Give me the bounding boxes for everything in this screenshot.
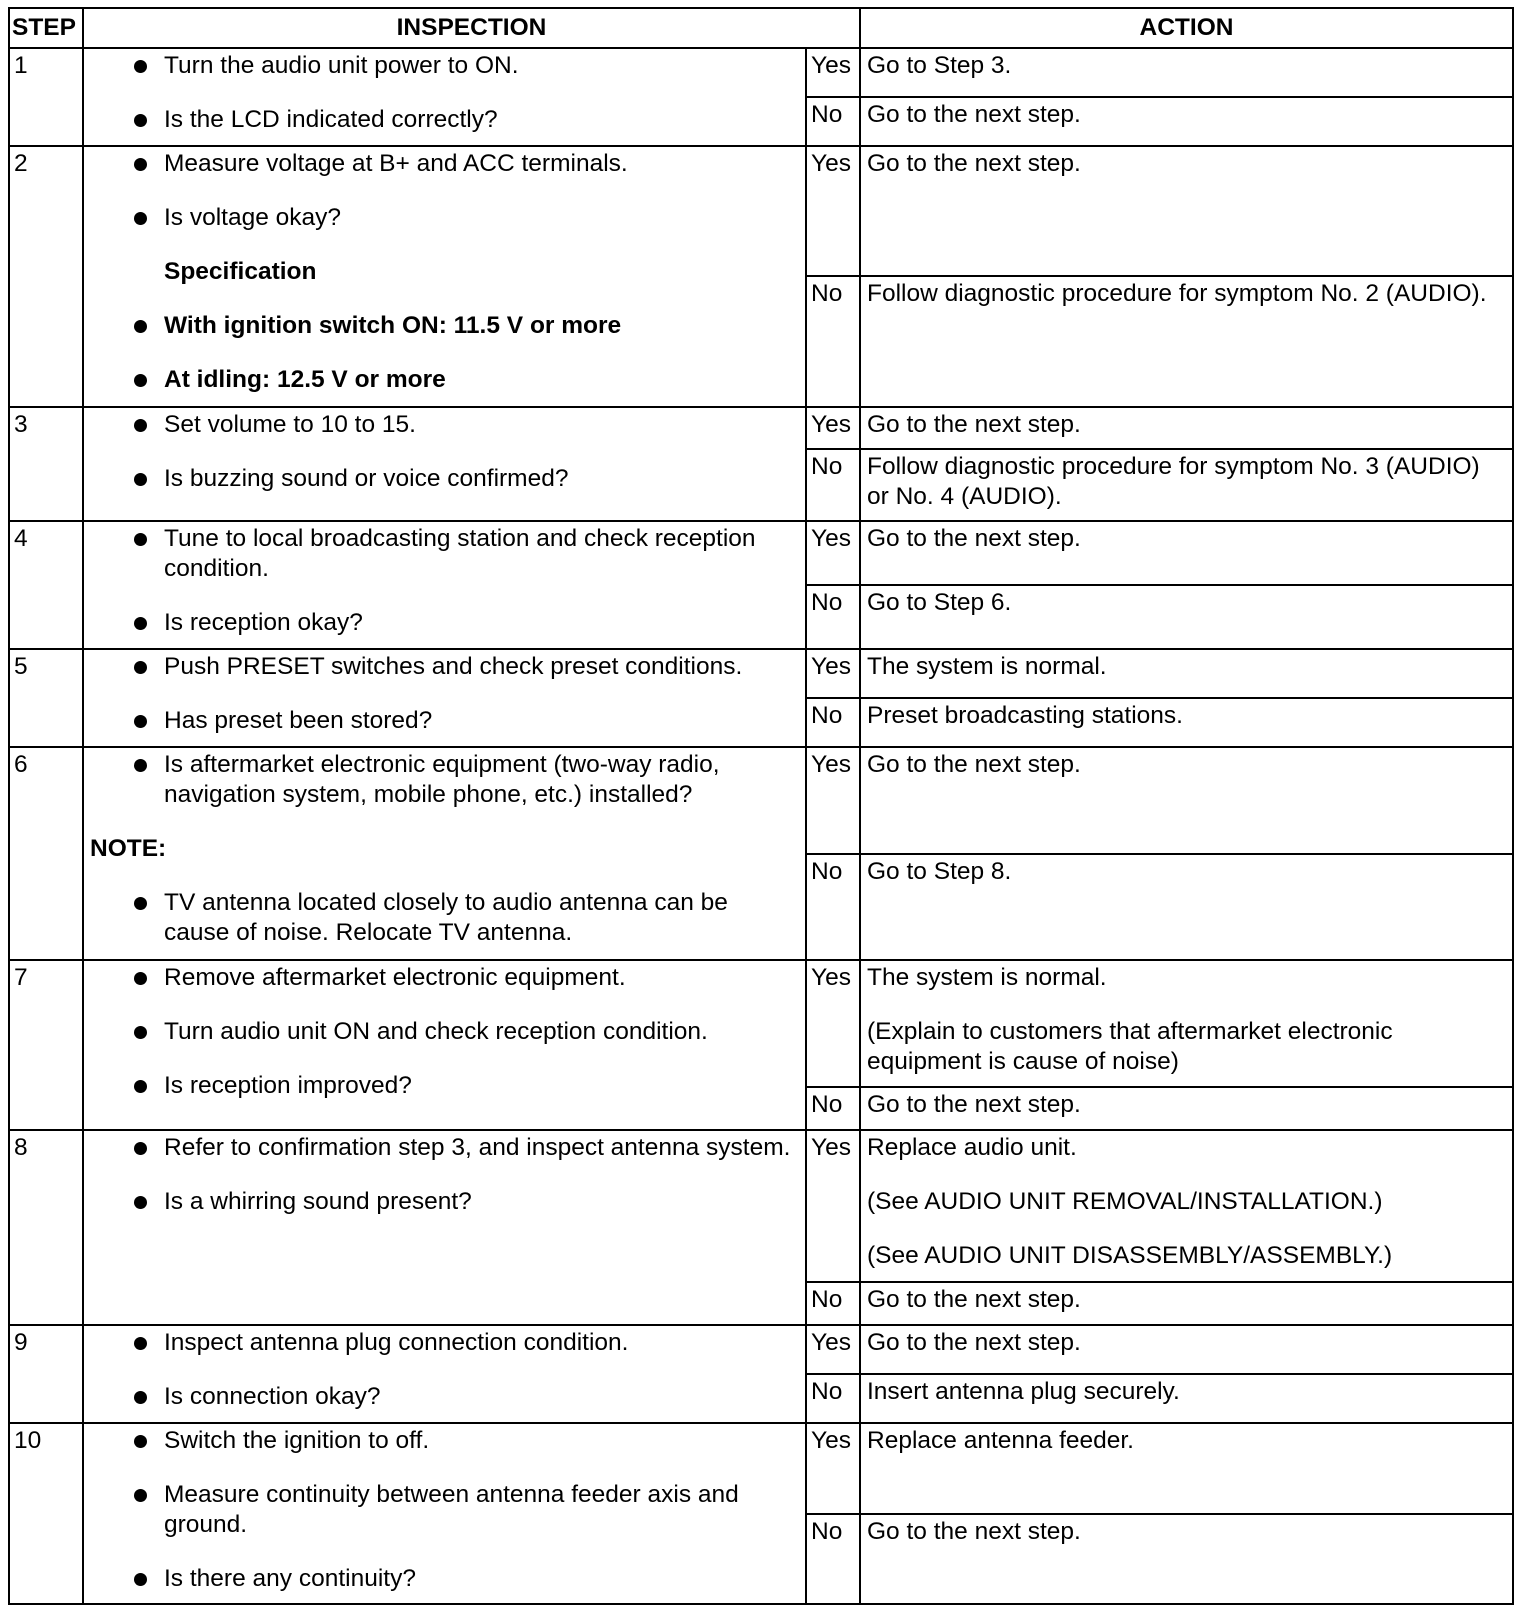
yes-action	[860, 960, 1513, 1087]
inspection-item	[84, 888, 797, 948]
action-text: Go to the next step.	[867, 1517, 1081, 1545]
step-row	[9, 1130, 1513, 1282]
inspection-item	[84, 1382, 797, 1412]
inspection-cell	[83, 649, 806, 747]
inspection-text: Is connection okay?	[164, 1382, 381, 1410]
bullet-icon	[134, 320, 147, 333]
inspection-item	[84, 1071, 797, 1101]
no-label: No	[806, 449, 860, 521]
no-action	[860, 449, 1513, 521]
yes-label: Yes	[806, 407, 860, 450]
inspection-text: Turn audio unit ON and check reception condition.	[164, 1018, 708, 1046]
step-number: 9	[9, 1325, 83, 1423]
bullet-icon	[134, 1391, 147, 1404]
yes-label: Yes	[806, 960, 860, 1087]
no-label: No	[806, 1374, 860, 1423]
action-text: Go to the next step.	[867, 525, 1081, 552]
no-action	[860, 698, 1513, 747]
step-row	[9, 407, 1513, 450]
inspection-text: Set volume to 10 to 15.	[164, 410, 416, 438]
yes-label: Yes	[806, 1325, 860, 1374]
inspection-text: Refer to confirmation step 3, and inspect antenna system.	[164, 1133, 791, 1161]
inspection-text: Switch the ignition to off.	[164, 1427, 430, 1455]
step-number: 7	[9, 960, 83, 1130]
step-row	[9, 960, 1513, 1087]
inspection-item	[84, 706, 797, 736]
action-text: Replace antenna feeder.	[867, 1427, 1134, 1455]
step-row	[9, 1325, 1513, 1374]
inspection-text: Turn the audio unit power to ON.	[164, 52, 519, 79]
step-number: 3	[9, 407, 83, 521]
no-action	[860, 585, 1513, 648]
inspection-text: Push PRESET switches and check preset conditions.	[164, 652, 743, 680]
bullet-icon	[134, 1026, 147, 1039]
yes-label: Yes	[806, 48, 860, 97]
yes-label: Yes	[806, 1423, 860, 1514]
no-action	[860, 1282, 1513, 1325]
step-row	[9, 521, 1513, 585]
bullet-icon	[134, 661, 147, 674]
yes-action	[860, 1325, 1513, 1374]
yes-action	[860, 48, 1513, 97]
inspection-item	[84, 51, 797, 81]
step-row	[9, 1423, 1513, 1514]
inspection-cell	[83, 521, 806, 649]
inspection-item	[84, 203, 797, 233]
action-text: (Explain to customers that aftermarket electronic equipment is cause of noise)	[867, 1018, 1393, 1076]
inspection-cell	[83, 146, 806, 407]
action-text: The system is normal.	[867, 652, 1107, 680]
action-text: Go to Step 3.	[867, 52, 1012, 79]
inspection-item	[84, 365, 797, 395]
yes-label: Yes	[806, 747, 860, 854]
inspection-cell	[83, 1130, 806, 1325]
bullet-icon	[134, 1435, 147, 1448]
header-step: STEP	[9, 8, 83, 48]
inspection-text: Has preset been stored?	[164, 706, 433, 734]
inspection-text: Tune to local broadcasting station and check reception condition.	[164, 525, 756, 582]
step-number: 10	[9, 1423, 83, 1604]
action-text: Go to the next step.	[867, 750, 1081, 778]
inspection-text: Is buzzing sound or voice confirmed?	[164, 464, 569, 492]
inspection-text: Is reception improved?	[164, 1072, 412, 1100]
inspection-text: At idling: 12.5 V or more	[164, 366, 446, 394]
inspection-text: Is aftermarket electronic equipment (two-way radio, navigation system, mobile phone, etc.) installed?	[164, 750, 720, 808]
inspection-item	[84, 1017, 797, 1047]
header-row	[9, 8, 1513, 48]
inspection-text: Inspect antenna plug connection condition.	[164, 1328, 629, 1356]
bullet-icon	[134, 1196, 147, 1209]
step-row	[9, 649, 1513, 698]
no-label: No	[806, 854, 860, 960]
bullet-icon	[134, 114, 147, 127]
action-text: (See AUDIO UNIT DISASSEMBLY/ASSEMBLY.)	[867, 1241, 1393, 1269]
inspection-text: Is voltage okay?	[164, 204, 342, 232]
no-label: No	[806, 585, 860, 648]
yes-action	[860, 747, 1513, 854]
bullet-icon	[134, 617, 147, 630]
inspection-item	[84, 608, 797, 638]
no-label: No	[806, 276, 860, 407]
action-text: Go to the next step.	[867, 1328, 1081, 1356]
header-action: ACTION	[860, 8, 1513, 48]
inspection-item	[84, 1564, 797, 1594]
action-text: (See AUDIO UNIT REMOVAL/INSTALLATION.)	[867, 1187, 1383, 1215]
yes-action	[860, 1423, 1513, 1514]
inspection-cell	[83, 960, 806, 1130]
inspection-text: TV antenna located closely to audio antenna can be cause of noise. Relocate TV antenna.	[164, 888, 728, 946]
bullet-icon	[134, 374, 147, 387]
inspection-text: Remove aftermarket electronic equipment.	[164, 964, 626, 992]
action-text: Go to the next step.	[867, 1090, 1081, 1118]
inspection-item	[84, 1426, 797, 1456]
inspection-item	[84, 750, 797, 810]
bullet-icon	[134, 212, 147, 225]
inspection-item	[84, 1328, 797, 1358]
bullet-icon	[134, 158, 147, 171]
inspection-item	[84, 652, 797, 682]
step-number: 6	[9, 747, 83, 961]
bullet-icon	[134, 897, 147, 910]
inspection-item	[84, 311, 797, 341]
bullet-icon	[134, 1142, 147, 1155]
yes-action	[860, 146, 1513, 276]
action-text: Follow diagnostic procedure for symptom No. 2 (AUDIO).	[867, 279, 1487, 307]
inspection-text: Is there any continuity?	[164, 1565, 416, 1593]
yes-label: Yes	[806, 1130, 860, 1282]
inspection-cell	[83, 1325, 806, 1423]
inspection-item	[84, 1187, 797, 1217]
bullet-icon	[134, 419, 147, 432]
no-action	[860, 854, 1513, 960]
step-number: 1	[9, 48, 83, 146]
inspection-item	[84, 524, 797, 584]
inspection-item	[84, 1133, 797, 1163]
no-action	[860, 97, 1513, 146]
bullet-icon	[134, 1573, 147, 1586]
specification-label: Specification	[164, 258, 317, 286]
action-text: Go to the next step.	[867, 1286, 1081, 1314]
bullet-icon	[134, 533, 147, 546]
step-number: 4	[9, 521, 83, 649]
no-label: No	[806, 97, 860, 146]
action-text: Follow diagnostic procedure for symptom No. 3 (AUDIO) or No. 4 (AUDIO).	[867, 453, 1480, 511]
yes-action	[860, 1130, 1513, 1282]
no-action	[860, 1514, 1513, 1604]
action-text: The system is normal.	[867, 964, 1107, 992]
yes-label: Yes	[806, 649, 860, 698]
bullet-icon	[134, 759, 147, 772]
no-label: No	[806, 1514, 860, 1604]
action-text: Go to Step 8.	[867, 858, 1012, 886]
inspection-text: Measure voltage at B+ and ACC terminals.	[164, 150, 628, 178]
no-action	[860, 276, 1513, 407]
inspection-item	[84, 105, 797, 135]
bullet-icon	[134, 1489, 147, 1502]
no-label: No	[806, 1087, 860, 1130]
note-label: NOTE:	[90, 834, 167, 862]
no-action	[860, 1374, 1513, 1423]
inspection-text: Is a whirring sound present?	[164, 1187, 472, 1215]
action-text: Go to the next step.	[867, 101, 1081, 129]
inspection-item	[84, 963, 797, 993]
no-label: No	[806, 1282, 860, 1325]
bullet-icon	[134, 1080, 147, 1093]
step-number: 8	[9, 1130, 83, 1325]
action-text: Replace audio unit.	[867, 1133, 1077, 1161]
action-text: Go to Step 6.	[867, 589, 1012, 617]
inspection-cell	[83, 747, 806, 961]
inspection-cell	[83, 48, 806, 146]
inspection-cell	[83, 1423, 806, 1604]
inspection-text: Is reception okay?	[164, 609, 363, 636]
step-number: 5	[9, 649, 83, 747]
step-row	[9, 747, 1513, 854]
bullet-icon	[134, 60, 147, 73]
action-text: Go to the next step.	[867, 150, 1081, 178]
inspection-cell	[83, 407, 806, 521]
inspection-text: Measure continuity between antenna feeder axis and ground.	[164, 1481, 739, 1539]
action-text: Preset broadcasting stations.	[867, 701, 1183, 729]
step-number: 2	[9, 146, 83, 407]
yes-action	[860, 521, 1513, 585]
inspection-item	[84, 149, 797, 179]
yes-label: Yes	[806, 521, 860, 585]
bullet-icon	[134, 473, 147, 486]
inspection-text: Is the LCD indicated correctly?	[164, 106, 498, 133]
yes-action	[860, 407, 1513, 450]
inspection-item	[84, 1480, 797, 1540]
step-row	[9, 48, 1513, 97]
no-action	[860, 1087, 1513, 1130]
action-text: Go to the next step.	[867, 410, 1081, 438]
inspection-text: With ignition switch ON: 11.5 V or more	[164, 312, 622, 340]
step-row	[9, 146, 1513, 276]
bullet-icon	[134, 1337, 147, 1350]
yes-label: Yes	[806, 146, 860, 276]
diagnostic-table	[8, 7, 1514, 1605]
inspection-item	[84, 410, 797, 440]
inspection-item	[84, 464, 797, 494]
action-text: Insert antenna plug securely.	[867, 1378, 1180, 1405]
no-label: No	[806, 698, 860, 747]
bullet-icon	[134, 715, 147, 728]
bullet-icon	[134, 972, 147, 985]
header-inspection: INSPECTION	[83, 8, 860, 48]
yes-action	[860, 649, 1513, 698]
